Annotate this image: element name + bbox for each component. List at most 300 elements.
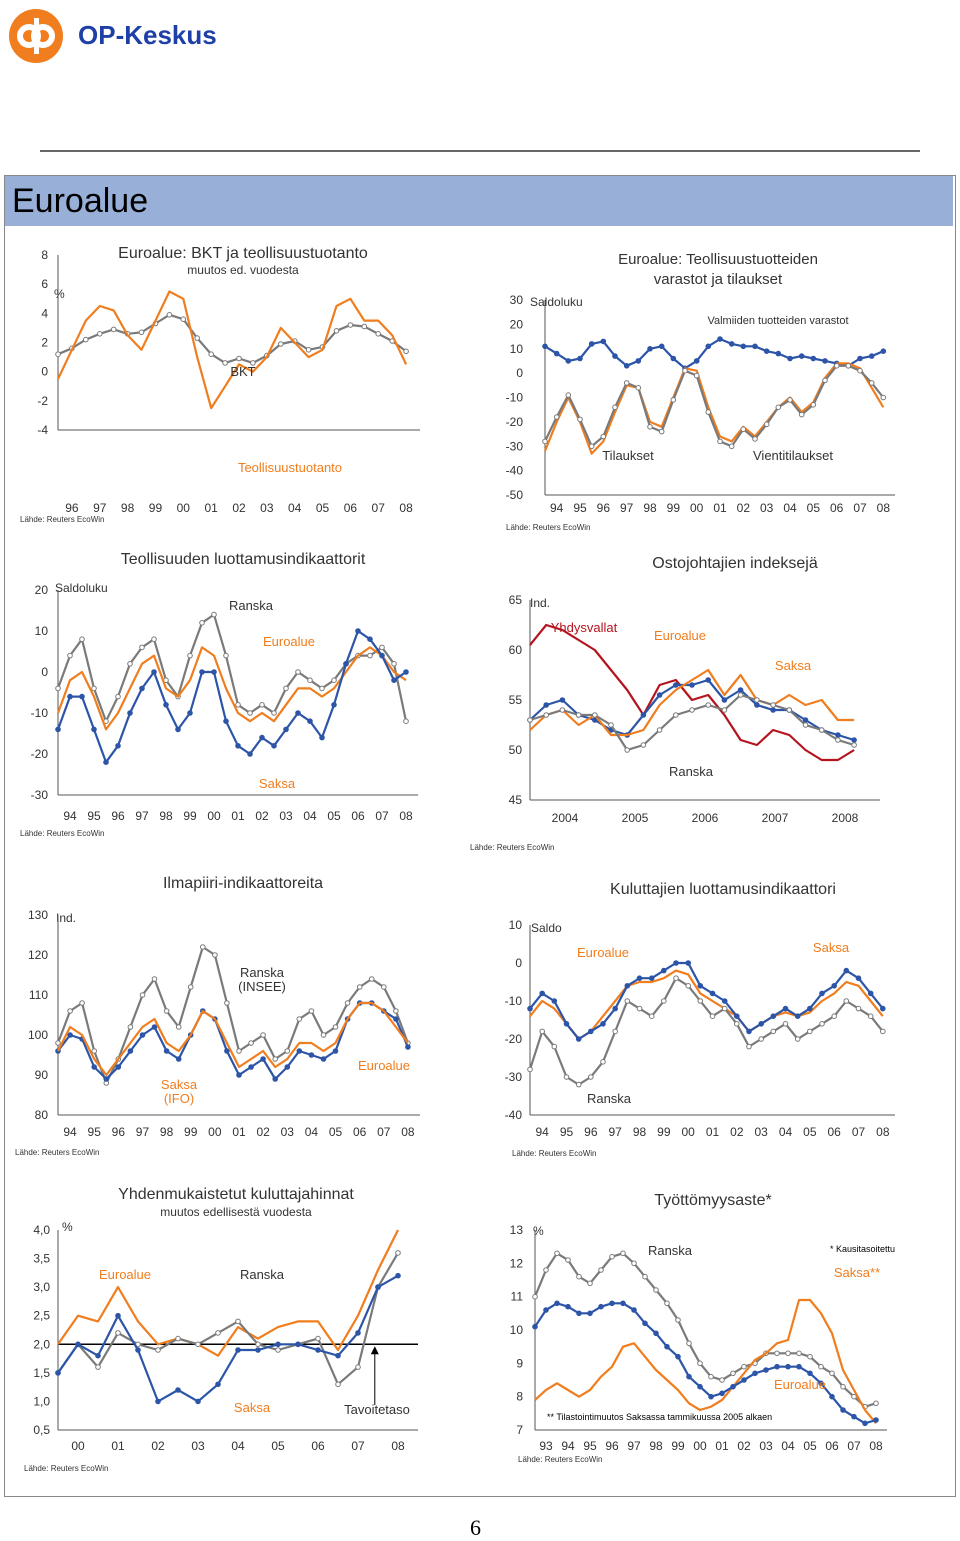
data-point: [795, 1014, 800, 1019]
y-tick-label: -30: [504, 1070, 522, 1084]
x-tick-label: 98: [632, 1125, 647, 1139]
data-point: [285, 1065, 290, 1070]
chart-6: [505, 881, 895, 1158]
data-point: [671, 356, 676, 361]
x-tick-label: 05: [271, 1439, 285, 1453]
y-tick-label: 2,5: [33, 1308, 50, 1323]
data-point: [738, 693, 743, 698]
data-point: [116, 1331, 121, 1336]
x-tick-label: 96: [584, 1125, 598, 1139]
data-point: [566, 393, 571, 398]
data-point: [706, 344, 711, 349]
data-point: [613, 1029, 618, 1034]
data-point: [643, 1274, 648, 1279]
data-point: [167, 313, 172, 318]
series-line: [530, 971, 883, 1039]
series-annotation: Ranska: [239, 1267, 285, 1282]
x-tick-label: 01: [204, 501, 218, 515]
x-tick-label: 97: [608, 1125, 622, 1139]
data-point: [803, 723, 808, 728]
data-point: [406, 1045, 411, 1050]
source-label: Lähde: Reuters EcoWin: [20, 829, 105, 838]
data-point: [376, 332, 381, 337]
chart-4: [470, 555, 880, 852]
data-point: [722, 1006, 727, 1011]
data-point: [394, 1009, 399, 1014]
data-point: [396, 1251, 401, 1256]
data-point: [544, 1308, 549, 1313]
data-point: [868, 991, 873, 996]
chart-subtitle: muutos ed. vuodesta: [187, 263, 299, 277]
section-title: Euroalue: [12, 182, 149, 220]
x-tick-label: 02: [151, 1439, 165, 1453]
data-point: [98, 332, 103, 337]
series-line: [58, 631, 406, 762]
x-tick-label: 08: [399, 501, 413, 515]
data-point: [753, 437, 758, 442]
data-point: [188, 711, 193, 716]
data-point: [747, 1044, 752, 1049]
data-point: [738, 688, 743, 693]
data-point: [528, 1006, 533, 1011]
data-point: [212, 612, 217, 617]
x-tick-label: 95: [583, 1439, 597, 1453]
data-point: [759, 1022, 764, 1027]
data-point: [609, 723, 614, 728]
data-point: [844, 999, 849, 1004]
data-point: [808, 1029, 813, 1034]
chart-title: Yhdenmukaistetut kuluttajahinnat: [118, 1186, 354, 1203]
x-tick-label: 2007: [761, 811, 789, 825]
x-tick-label: 00: [681, 1125, 695, 1139]
data-point: [819, 728, 824, 733]
series-annotation: Saksa**: [833, 1265, 881, 1280]
x-tick-label: 08: [876, 1125, 890, 1139]
data-point: [593, 713, 598, 718]
data-point: [641, 743, 646, 748]
data-point: [636, 359, 641, 364]
x-tick-label: 06: [825, 1439, 839, 1453]
series-line: [545, 366, 883, 447]
data-point: [856, 1006, 861, 1011]
y-tick-label: 12: [509, 1256, 523, 1271]
data-point: [788, 356, 793, 361]
unit-label: Ind.: [530, 596, 551, 610]
data-point: [869, 354, 874, 359]
data-point: [601, 1022, 606, 1027]
data-point: [176, 727, 181, 732]
data-point: [841, 1408, 846, 1413]
data-point: [589, 342, 594, 347]
data-point: [775, 1364, 780, 1369]
data-point: [236, 703, 241, 708]
unit-label: %: [533, 1224, 544, 1238]
data-point: [637, 976, 642, 981]
data-point: [543, 344, 548, 349]
series-annotation: Euroalue: [576, 945, 630, 960]
y-tick-label: 20: [34, 583, 48, 597]
y-tick-label: 3,5: [33, 1251, 50, 1266]
y-tick-label: 4,0: [33, 1223, 50, 1237]
data-point: [152, 670, 157, 675]
source-label: Lähde: Reuters EcoWin: [24, 1464, 109, 1473]
data-point: [566, 1304, 571, 1309]
data-point: [116, 744, 121, 749]
data-point: [874, 1401, 879, 1406]
y-tick-label: -10: [505, 390, 523, 405]
data-point: [722, 698, 727, 703]
data-point: [881, 395, 886, 400]
x-tick-label: 05: [803, 1439, 817, 1453]
x-tick-label: 96: [605, 1439, 619, 1453]
data-point: [56, 727, 61, 732]
data-point: [637, 1006, 642, 1011]
data-point: [272, 744, 277, 749]
data-point: [555, 1301, 560, 1306]
x-tick-label: 04: [783, 501, 797, 515]
y-tick-label: 10: [509, 1323, 523, 1337]
data-point: [674, 961, 679, 966]
data-point: [321, 1033, 326, 1038]
data-point: [863, 1421, 868, 1426]
x-tick-label: 96: [111, 809, 125, 823]
data-point: [554, 351, 559, 356]
data-point: [698, 1361, 703, 1366]
x-tick-label: 99: [671, 1439, 685, 1453]
x-tick-label: 05: [315, 501, 330, 515]
data-point: [336, 1382, 341, 1387]
y-tick-label: 4: [41, 306, 48, 321]
data-point: [621, 1251, 626, 1256]
y-tick-label: -20: [504, 1032, 522, 1046]
x-tick-label: 98: [120, 501, 135, 515]
data-point: [599, 1268, 604, 1273]
data-point: [533, 1294, 538, 1299]
x-tick-label: 2005: [621, 811, 649, 825]
data-point: [297, 1017, 302, 1022]
data-point: [357, 985, 362, 990]
data-point: [741, 344, 746, 349]
x-tick-label: 96: [111, 1125, 126, 1139]
x-tick-label: 00: [207, 809, 221, 823]
data-point: [140, 993, 145, 998]
x-tick-label: 99: [148, 501, 163, 515]
y-tick-label: -20: [30, 747, 48, 761]
data-point: [225, 1001, 230, 1006]
y-tick-label: 50: [508, 743, 522, 757]
series-annotation: Yhdysvallat: [550, 620, 618, 635]
y-tick-label: -10: [30, 706, 48, 720]
data-point: [216, 1331, 221, 1336]
x-tick-label: 03: [759, 1439, 773, 1453]
y-tick-label: -40: [504, 1108, 522, 1122]
series-annotation: Saksa: [774, 658, 812, 673]
data-point: [296, 670, 301, 675]
data-point: [709, 1394, 714, 1399]
data-point: [753, 344, 758, 349]
data-point: [181, 317, 186, 322]
data-point: [362, 324, 367, 329]
data-point: [368, 653, 373, 658]
data-point: [382, 985, 387, 990]
series-line: [58, 292, 406, 409]
series-line: [58, 647, 406, 729]
y-tick-label: 55: [508, 693, 522, 707]
x-tick-label: 05: [328, 1125, 343, 1139]
x-tick-label: 00: [208, 1125, 222, 1139]
unit-label: Saldo: [531, 921, 562, 935]
data-point: [80, 694, 85, 699]
x-tick-label: 00: [71, 1439, 85, 1453]
series-annotation: Ranska: [239, 965, 285, 980]
data-point: [671, 398, 676, 403]
data-point: [720, 1391, 725, 1396]
data-point: [735, 1022, 740, 1027]
series-annotation: (INSEE): [238, 979, 286, 994]
data-point: [345, 1001, 350, 1006]
data-point: [348, 323, 353, 328]
data-point: [394, 1017, 399, 1022]
data-point: [76, 1342, 81, 1347]
x-tick-label: 04: [781, 1439, 795, 1453]
data-point: [657, 728, 662, 733]
data-point: [140, 686, 145, 691]
data-point: [775, 1351, 780, 1356]
data-point: [706, 678, 711, 683]
x-tick-label: 97: [619, 501, 634, 515]
data-point: [759, 1037, 764, 1042]
data-point: [555, 1251, 560, 1256]
data-point: [776, 405, 781, 410]
x-tick-label: 99: [657, 1125, 671, 1139]
data-point: [881, 1029, 886, 1034]
data-point: [683, 368, 688, 373]
data-point: [787, 708, 792, 713]
data-point: [333, 1025, 338, 1030]
series-annotation: Saksa: [233, 1400, 271, 1415]
x-tick-label: 00: [176, 501, 190, 515]
series-annotation: Ranska: [668, 764, 714, 779]
x-tick-label: 01: [232, 1125, 246, 1139]
data-point: [799, 354, 804, 359]
data-point: [632, 1308, 637, 1313]
data-point: [741, 427, 746, 432]
x-tick-label: 01: [231, 809, 245, 823]
data-point: [659, 344, 664, 349]
data-point: [662, 968, 667, 973]
source-label: Lähde: Reuters EcoWin: [15, 1148, 100, 1157]
data-point: [309, 1009, 314, 1014]
y-tick-label: 0: [515, 956, 522, 970]
data-point: [80, 637, 85, 642]
data-point: [624, 364, 629, 369]
x-tick-label: 95: [573, 501, 587, 515]
data-point: [279, 342, 284, 347]
x-tick-label: 94: [561, 1439, 575, 1453]
data-point: [654, 1331, 659, 1336]
data-point: [236, 1348, 241, 1353]
data-point: [200, 670, 205, 675]
y-tick-label: 1,5: [33, 1365, 50, 1380]
data-point: [261, 1033, 266, 1038]
chart-7: [24, 1186, 418, 1473]
y-tick-label: 11: [510, 1289, 523, 1304]
data-point: [236, 744, 241, 749]
data-point: [659, 429, 664, 434]
data-point: [632, 1261, 637, 1266]
data-point: [676, 1318, 681, 1323]
data-point: [808, 1354, 813, 1359]
y-tick-label: 8: [41, 248, 48, 262]
data-point: [164, 703, 169, 708]
chart-title: Euroalue: BKT ja teollisuustuotanto: [118, 245, 368, 262]
y-tick-label: 1,0: [33, 1394, 50, 1409]
x-tick-label: 04: [288, 501, 302, 515]
data-point: [613, 405, 618, 410]
series-annotation: Valmiiden tuotteiden varastot: [707, 315, 849, 327]
data-point: [722, 708, 727, 713]
x-tick-label: 02: [256, 1125, 270, 1139]
data-point: [706, 703, 711, 708]
data-point: [140, 1033, 145, 1038]
data-point: [156, 1348, 161, 1353]
data-point: [237, 356, 242, 361]
data-point: [808, 1006, 813, 1011]
x-tick-label: 08: [391, 1439, 405, 1453]
data-point: [104, 760, 109, 765]
series-line: [58, 315, 406, 363]
y-tick-label: 90: [34, 1068, 48, 1082]
data-point: [196, 1342, 201, 1347]
data-point: [136, 1348, 141, 1353]
x-tick-label: 08: [399, 809, 413, 823]
data-point: [881, 1006, 886, 1011]
series-line: [545, 339, 883, 368]
x-tick-label: 97: [627, 1439, 641, 1453]
x-tick-label: 01: [715, 1439, 729, 1453]
series-line: [545, 363, 883, 453]
data-point: [176, 1336, 181, 1341]
data-point: [820, 1022, 825, 1027]
x-tick-label: 00: [689, 501, 704, 515]
data-point: [648, 347, 653, 352]
source-label: Lähde: Reuters EcoWin: [518, 1455, 603, 1464]
chart-subtitle: muutos edellisestä vuodesta: [160, 1205, 312, 1219]
data-point: [309, 1053, 314, 1058]
data-point: [788, 398, 793, 403]
y-tick-label: 13: [509, 1223, 523, 1237]
data-point: [380, 645, 385, 650]
data-point: [564, 1075, 569, 1080]
data-point: [599, 1304, 604, 1309]
data-point: [576, 1037, 581, 1042]
data-point: [874, 1418, 879, 1423]
x-tick-label: 93: [539, 1439, 553, 1453]
data-point: [554, 415, 559, 420]
chart-title: Kuluttajien luottamusindikaattori: [610, 881, 836, 898]
series-line: [530, 963, 883, 1039]
x-tick-label: 08: [869, 1439, 883, 1453]
y-tick-label: 20: [509, 317, 523, 332]
x-tick-label: 01: [705, 1125, 720, 1139]
data-point: [213, 953, 218, 958]
data-point: [404, 349, 409, 354]
series-annotation: Euroalue: [653, 628, 707, 643]
y-tick-label: 0: [41, 364, 48, 379]
data-point: [735, 1014, 740, 1019]
data-point: [834, 364, 839, 369]
x-tick-label: 04: [304, 1125, 319, 1139]
series-annotation: Vientitilaukset: [753, 448, 833, 463]
data-point: [610, 1254, 615, 1259]
data-point: [694, 359, 699, 364]
data-point: [212, 670, 217, 675]
data-point: [589, 1075, 594, 1080]
data-point: [731, 1371, 736, 1376]
footnote: * Kausitasoitettu: [829, 1244, 895, 1254]
data-point: [841, 1384, 846, 1389]
data-point: [285, 1049, 290, 1054]
data-point: [803, 718, 808, 723]
x-tick-label: 06: [352, 1125, 367, 1139]
source-label: Lähde: Reuters EcoWin: [470, 843, 555, 852]
data-point: [852, 1414, 857, 1419]
x-tick-label: 98: [643, 501, 657, 515]
data-point: [690, 708, 695, 713]
data-point: [869, 381, 874, 386]
data-point: [589, 444, 594, 449]
data-point: [836, 733, 841, 738]
data-point: [710, 1014, 715, 1019]
x-tick-label: 02: [232, 501, 246, 515]
data-point: [261, 1057, 266, 1062]
data-point: [201, 945, 206, 950]
x-tick-label: 2006: [691, 811, 719, 825]
data-point: [674, 683, 679, 688]
data-point: [718, 337, 723, 342]
x-tick-label: 02: [730, 1125, 744, 1139]
series-annotation: Ranska: [586, 1091, 632, 1106]
data-point: [795, 1037, 800, 1042]
x-tick-label: 96: [596, 501, 611, 515]
data-point: [852, 738, 857, 743]
series-annotation: Euroalue: [773, 1377, 827, 1392]
y-tick-label: -2: [37, 393, 48, 408]
data-point: [306, 348, 311, 353]
data-point: [152, 977, 157, 982]
x-tick-label: 01: [713, 501, 727, 515]
data-point: [188, 985, 193, 990]
data-point: [356, 1365, 361, 1370]
series-annotation: Saksa: [812, 940, 850, 955]
data-point: [56, 686, 61, 691]
y-tick-label: 2: [41, 335, 48, 350]
data-point: [248, 752, 253, 757]
data-point: [321, 1057, 326, 1062]
y-tick-label: 0,5: [33, 1423, 50, 1437]
data-point: [636, 386, 641, 391]
y-tick-label: 0: [516, 366, 523, 381]
data-point: [296, 1342, 301, 1347]
data-point: [249, 1041, 254, 1046]
data-point: [764, 349, 769, 354]
data-point: [260, 735, 265, 740]
data-point: [237, 1073, 242, 1078]
data-point: [297, 1049, 302, 1054]
data-point: [552, 999, 557, 1004]
data-point: [92, 1049, 97, 1054]
x-tick-label: 03: [280, 1125, 294, 1139]
